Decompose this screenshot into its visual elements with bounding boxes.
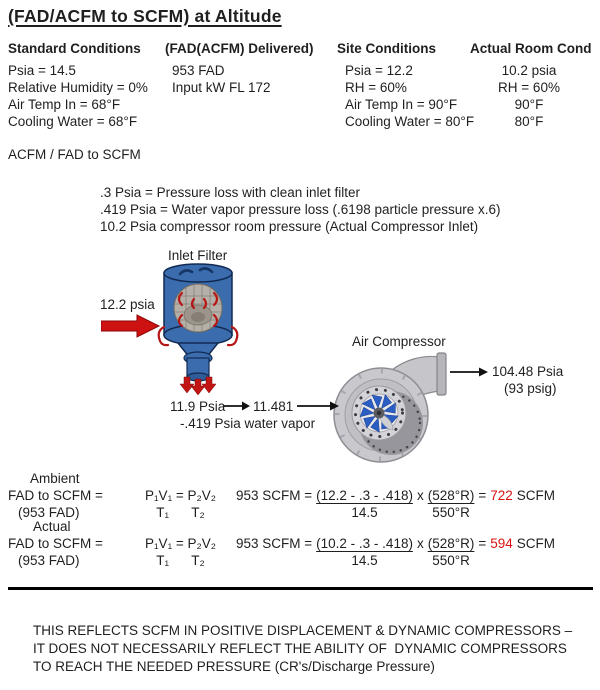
equation-sublabel: (953 FAD) (18, 553, 80, 568)
water-vapor-loss-label: -.419 Psia water vapor (180, 416, 316, 431)
flow-arrow-icon (224, 400, 250, 412)
equation-sublabel: (953 FAD) (18, 505, 80, 520)
equation-operator: x (416, 536, 424, 551)
equation-lhs: 953 SCFM = (236, 488, 313, 503)
condition-line: Input kW FL 172 (172, 80, 271, 95)
note-line: 10.2 Psia compressor room pressure (Actual Compressor Inlet) (100, 219, 479, 234)
footer-line: TO REACH THE NEEDED PRESSURE (CR's/Discharge Pressure) (33, 659, 435, 674)
section-label: ACFM / FAD to SCFM (8, 147, 141, 162)
equation-fraction (316, 487, 413, 521)
equation-label: FAD to SCFM = (8, 488, 103, 503)
condition-line: Air Temp In = 68°F (8, 97, 121, 112)
discharge-gauge-label: (93 psig) (504, 381, 557, 396)
inlet-flow-arrow-icon (101, 314, 163, 338)
site-conditions-header: Site Conditions (337, 41, 436, 56)
equation-context: Actual (33, 519, 71, 534)
equation-operator: x (416, 488, 424, 503)
fad-delivered-column (165, 40, 314, 96)
condition-line: Psia = 12.2 (345, 63, 413, 78)
fraction-denominator: 14.5 (351, 505, 378, 520)
outlet-flow-arrows-icon (180, 377, 216, 395)
equation-label: FAD to SCFM = (8, 536, 103, 551)
note-line: .3 Psia = Pressure loss with clean inlet filter (100, 185, 360, 200)
equation-row-actual (0, 518, 600, 570)
air-compressor-graphic (325, 350, 465, 465)
ambient-pressure-label: 12.2 psia (100, 297, 155, 312)
discharge-pressure-label: 104.48 Psia (492, 364, 564, 379)
standard-conditions-header: Standard Conditions (8, 41, 141, 56)
after-filter-pressure-label: 11.9 Psia (170, 399, 226, 414)
site-conditions-column (337, 40, 474, 130)
condition-line: Psia = 14.5 (8, 63, 76, 78)
air-compressor-label: Air Compressor (352, 334, 446, 349)
compressor-inlet-pressure-label: 11.481 (253, 399, 294, 414)
equation-row-ambient (0, 470, 600, 522)
condition-line: Relative Humidity = 0% (8, 80, 148, 95)
fad-delivered-header: (FAD(ACFM) Delivered) (165, 41, 314, 56)
equation-context: Ambient (30, 471, 80, 486)
equation-equals: = (478, 488, 487, 503)
condition-line: RH = 60% (345, 80, 407, 95)
fraction-denominator: 550°R (432, 505, 470, 520)
footer-line: IT DOES NOT NECESSARILY REFLECT THE ABILITY OF DYNAMIC COMPRESSORS (33, 641, 567, 656)
equation-equals: = (478, 536, 487, 551)
equation-lhs: 953 SCFM = (236, 536, 313, 551)
equation-fraction (428, 535, 475, 569)
page-title: (FAD/ACFM to SCFM) at Altitude (8, 6, 282, 26)
note-line: .419 Psia = Water vapor pressure loss (.6198 particle pressure x.6) (100, 202, 501, 217)
gas-law-bottom: T₁ T₂ (156, 553, 205, 568)
equation-fraction (316, 535, 413, 569)
condition-line: Cooling Water = 68°F (8, 114, 138, 129)
fraction-denominator: 14.5 (351, 553, 378, 568)
inlet-filter-graphic (156, 263, 240, 395)
gas-law-top: P₁V₁ = P₂V₂ (145, 536, 216, 551)
gas-law-bottom: T₁ T₂ (156, 505, 205, 520)
actual-room-header: Actual Room Cond (470, 41, 592, 56)
equation-result: 722 (490, 488, 513, 503)
fraction-numerator: (12.2 - .3 - .418) (316, 488, 413, 503)
fraction-denominator: 550°R (432, 553, 470, 568)
gas-law-top: P₁V₁ = P₂V₂ (145, 488, 216, 503)
inlet-filter-label: Inlet Filter (168, 248, 228, 263)
fraction-numerator: (10.2 - .3 - .418) (316, 536, 413, 551)
fraction-numerator: (528°R) (427, 536, 475, 551)
condition-line: Cooling Water = 80°F (345, 114, 475, 129)
condition-line: 80°F (514, 114, 544, 129)
equation-fraction (428, 487, 475, 521)
actual-room-column (470, 40, 592, 130)
standard-conditions-column (8, 40, 148, 130)
pressure-notes (100, 184, 501, 235)
condition-line: 10.2 psia (501, 63, 557, 78)
condition-line: 953 FAD (172, 63, 225, 78)
condition-line: Air Temp In = 90°F (345, 97, 458, 112)
discharge-arrow-icon (450, 366, 488, 378)
flow-arrow-icon (297, 400, 339, 412)
footer-line: THIS REFLECTS SCFM IN POSITIVE DISPLACEMENT & DYNAMIC COMPRESSORS – (33, 623, 573, 638)
condition-line: RH = 60% (498, 80, 560, 95)
condition-line: 90°F (514, 97, 544, 112)
equation-unit: SCFM (516, 488, 556, 503)
equation-result: 594 (490, 536, 513, 551)
fraction-numerator: (528°R) (427, 488, 475, 503)
divider (8, 587, 593, 590)
equation-unit: SCFM (516, 536, 556, 551)
footer-note (33, 622, 572, 676)
